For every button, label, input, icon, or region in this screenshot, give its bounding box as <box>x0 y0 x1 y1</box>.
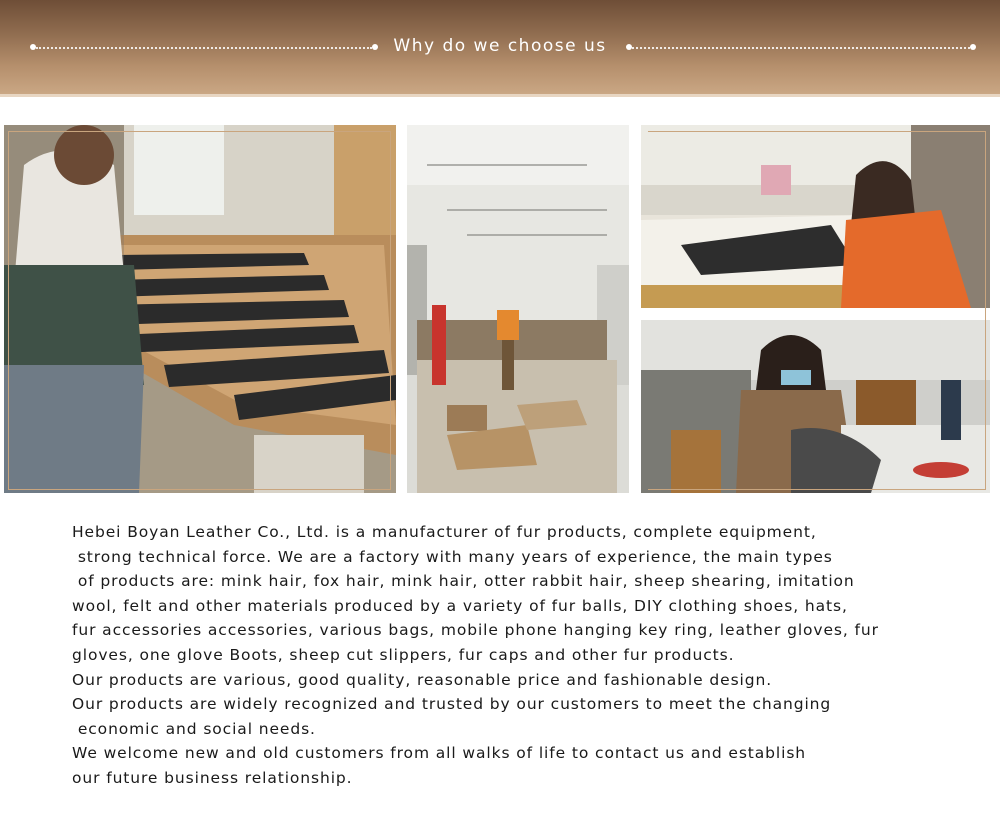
description-line: wool, felt and other materials produced by a variety of fur balls, DIY clothing shoes, hats, <box>72 596 848 615</box>
photo-frame-bottom <box>8 489 391 490</box>
worker-cutting-leather-photo <box>4 125 396 493</box>
dot-ornament <box>970 44 976 50</box>
worker-sewing-machine-photo <box>641 320 990 493</box>
description-line: of products are: mink hair, fox hair, mink hair, otter rabbit hair, sheep shearing, imitation <box>72 572 855 591</box>
company-description <box>72 520 972 791</box>
worker-at-cutting-table-photo <box>641 125 990 308</box>
photo-frame-left <box>8 131 9 489</box>
description-line: gloves, one glove Boots, sheep cut slippers, fur caps and other fur products. <box>72 645 735 664</box>
dotted-divider-right <box>632 47 970 49</box>
factory-floor-photo <box>407 125 629 493</box>
description-line: economic and social needs. <box>72 719 316 738</box>
description-line: our future business relationship. <box>72 768 353 787</box>
photo-frame-bottom <box>648 489 986 490</box>
description-line: Our products are widely recognized and trusted by our customers to meet the changing <box>72 695 832 714</box>
photo-frame-top <box>648 131 986 132</box>
description-line: fur accessories accessories, various bags, mobile phone hanging key ring, leather gloves, fur <box>72 621 879 640</box>
photo-frame-right <box>985 131 986 489</box>
description-line: Hebei Boyan Leather Co., Ltd. is a manufacturer of fur products, complete equipment, <box>72 523 817 541</box>
photo-frame-top <box>8 131 391 132</box>
description-line: Our products are various, good quality, reasonable price and fashionable design. <box>72 670 773 689</box>
photo-frame-right <box>390 131 391 489</box>
section-title: Why do we choose us <box>393 36 607 56</box>
description-line: strong technical force. We are a factory with many years of experience, the main types <box>72 547 833 566</box>
header-banner <box>0 0 1000 97</box>
description-line: We welcome new and old customers from all walks of life to contact us and establish <box>72 744 807 763</box>
